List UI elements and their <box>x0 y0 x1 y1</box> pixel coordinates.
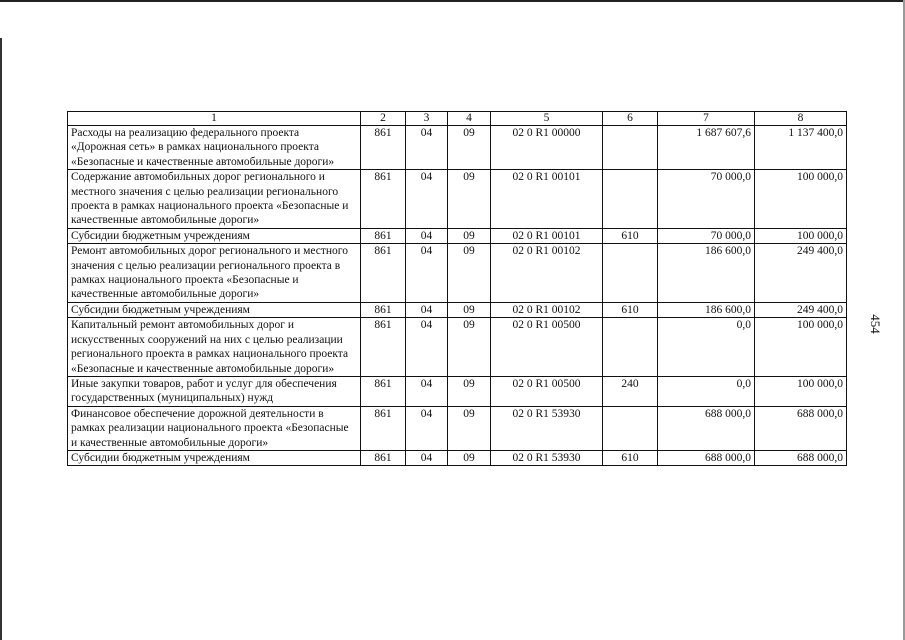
subsection-cell: 09 <box>448 126 491 170</box>
target-article-cell: 02 0 R1 00102 <box>491 244 603 303</box>
expense-type-cell: 610 <box>603 450 658 465</box>
ministry-code-cell: 861 <box>361 450 406 465</box>
subsection-cell: 09 <box>448 406 491 450</box>
column-header: 6 <box>603 112 658 126</box>
row-name-cell: Иные закупки товаров, работ и услуг для обеспечения государственных (муниципальных) нужд <box>68 376 361 406</box>
ministry-code-cell: 861 <box>361 244 406 303</box>
ministry-code-cell: 861 <box>361 318 406 377</box>
ministry-code-cell: 861 <box>361 228 406 243</box>
row-name-cell: Субсидии бюджетным учреждениям <box>68 228 361 243</box>
section-cell: 04 <box>406 126 448 170</box>
amount-cell: 186 600,0 <box>658 244 755 303</box>
row-name-cell: Капитальный ремонт автомобильных дорог и искусственных сооружений на них с целью реализации регионального проекта в рамках национального проекта «Безопасные и качественные автомобильные дороги» <box>68 318 361 377</box>
table-body <box>68 126 847 466</box>
subsection-cell: 09 <box>448 170 491 229</box>
table-row <box>68 244 847 303</box>
page-left-edge <box>0 38 2 640</box>
amount-cell: 100 000,0 <box>755 228 847 243</box>
expense-type-cell <box>603 244 658 303</box>
column-header: 4 <box>448 112 491 126</box>
row-name-cell: Субсидии бюджетным учреждениям <box>68 450 361 465</box>
subsection-cell: 09 <box>448 302 491 317</box>
amount-cell: 0,0 <box>658 318 755 377</box>
target-article-cell: 02 0 R1 00101 <box>491 170 603 229</box>
column-header: 3 <box>406 112 448 126</box>
target-article-cell: 02 0 R1 00500 <box>491 318 603 377</box>
column-header: 8 <box>755 112 847 126</box>
table-header-row <box>68 112 847 126</box>
amount-cell: 688 000,0 <box>658 450 755 465</box>
amount-cell: 100 000,0 <box>755 170 847 229</box>
amount-cell: 688 000,0 <box>755 450 847 465</box>
table-row <box>68 228 847 243</box>
row-name-cell: Расходы на реализацию федерального проекта «Дорожная сеть» в рамках национального проекта «Безопасные и качественные автомобильные дороги» <box>68 126 361 170</box>
expense-type-cell <box>603 126 658 170</box>
section-cell: 04 <box>406 228 448 243</box>
ministry-code-cell: 861 <box>361 376 406 406</box>
subsection-cell: 09 <box>448 450 491 465</box>
section-cell: 04 <box>406 406 448 450</box>
ministry-code-cell: 861 <box>361 406 406 450</box>
row-name-cell: Ремонт автомобильных дорог регионального и местного значения с целью реализации регионального проекта в рамках национального проекта «Безопасные и качественные автомобильные дороги» <box>68 244 361 303</box>
amount-cell: 249 400,0 <box>755 244 847 303</box>
row-name-cell: Финансовое обеспечение дорожной деятельности в рамках реализации национального проекта «Безопасные и качественные автомобильные дороги» <box>68 406 361 450</box>
section-cell: 04 <box>406 244 448 303</box>
amount-cell: 0,0 <box>658 376 755 406</box>
amount-cell: 1 687 607,6 <box>658 126 755 170</box>
target-article-cell: 02 0 R1 53930 <box>491 450 603 465</box>
section-cell: 04 <box>406 302 448 317</box>
amount-cell: 249 400,0 <box>755 302 847 317</box>
section-cell: 04 <box>406 170 448 229</box>
page-top-edge <box>0 0 905 2</box>
amount-cell: 688 000,0 <box>658 406 755 450</box>
expense-type-cell: 240 <box>603 376 658 406</box>
expense-type-cell <box>603 170 658 229</box>
amount-cell: 70 000,0 <box>658 228 755 243</box>
table-row <box>68 318 847 377</box>
expense-type-cell <box>603 318 658 377</box>
subsection-cell: 09 <box>448 228 491 243</box>
row-name-cell: Содержание автомобильных дорог регионального и местного значения с целью реализации регионального проекта в рамках национального проекта «Безопасные и качественные автомобильные дороги» <box>68 170 361 229</box>
target-article-cell: 02 0 R1 53930 <box>491 406 603 450</box>
column-header: 2 <box>361 112 406 126</box>
ministry-code-cell: 861 <box>361 170 406 229</box>
row-name-cell: Субсидии бюджетным учреждениям <box>68 302 361 317</box>
page-number: 454 <box>868 314 883 334</box>
target-article-cell: 02 0 R1 00102 <box>491 302 603 317</box>
subsection-cell: 09 <box>448 318 491 377</box>
subsection-cell: 09 <box>448 376 491 406</box>
column-header: 5 <box>491 112 603 126</box>
target-article-cell: 02 0 R1 00500 <box>491 376 603 406</box>
table-row <box>68 302 847 317</box>
target-article-cell: 02 0 R1 00101 <box>491 228 603 243</box>
table-row <box>68 126 847 170</box>
column-header: 1 <box>68 112 361 126</box>
amount-cell: 1 137 400,0 <box>755 126 847 170</box>
expense-type-cell: 610 <box>603 228 658 243</box>
target-article-cell: 02 0 R1 00000 <box>491 126 603 170</box>
ministry-code-cell: 861 <box>361 126 406 170</box>
expense-type-cell <box>603 406 658 450</box>
table-row <box>68 450 847 465</box>
section-cell: 04 <box>406 318 448 377</box>
section-cell: 04 <box>406 450 448 465</box>
subsection-cell: 09 <box>448 244 491 303</box>
budget-table <box>67 111 847 466</box>
column-header: 7 <box>658 112 755 126</box>
amount-cell: 100 000,0 <box>755 318 847 377</box>
section-cell: 04 <box>406 376 448 406</box>
amount-cell: 100 000,0 <box>755 376 847 406</box>
expense-type-cell: 610 <box>603 302 658 317</box>
amount-cell: 70 000,0 <box>658 170 755 229</box>
table-row <box>68 406 847 450</box>
amount-cell: 688 000,0 <box>755 406 847 450</box>
ministry-code-cell: 861 <box>361 302 406 317</box>
table-row <box>68 170 847 229</box>
amount-cell: 186 600,0 <box>658 302 755 317</box>
table-row <box>68 376 847 406</box>
